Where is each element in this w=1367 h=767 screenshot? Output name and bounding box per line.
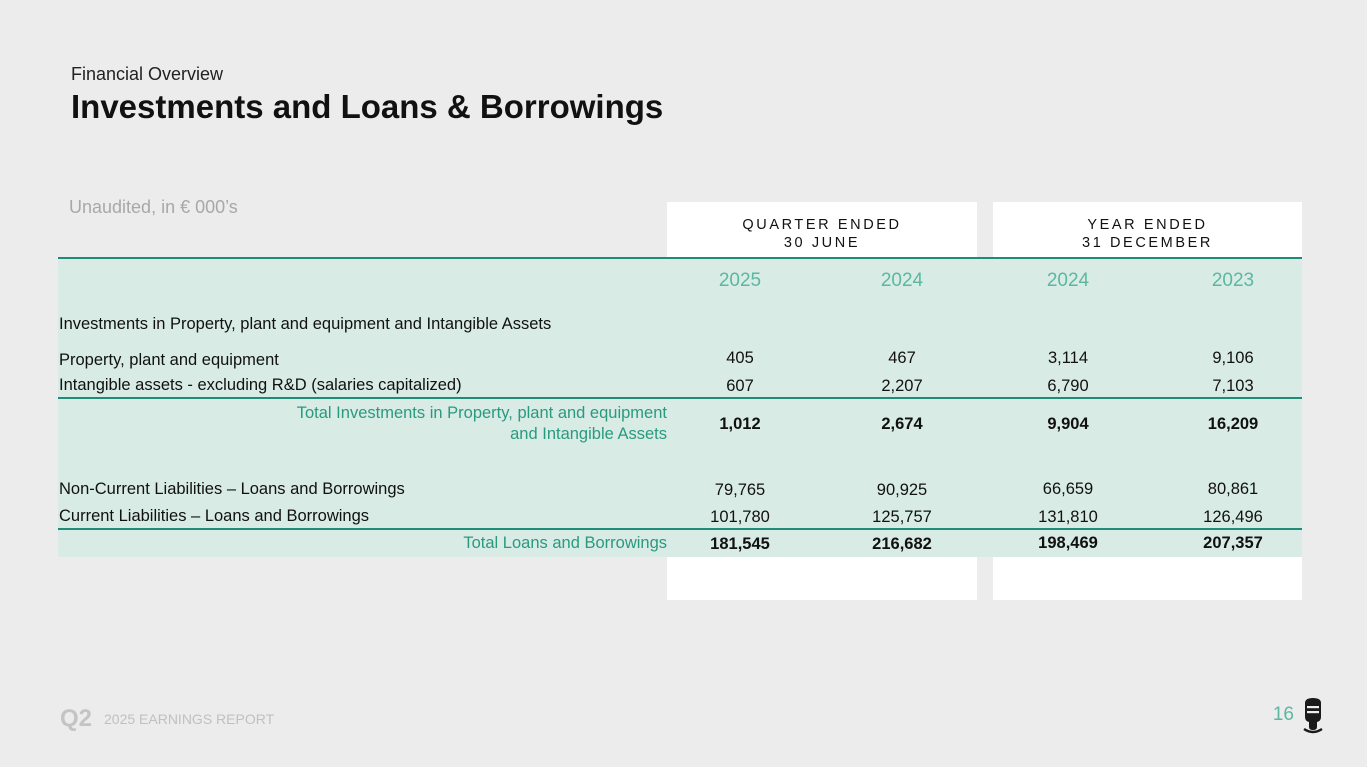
page-number: 16 [1272,704,1294,725]
table-cell: 467 [888,349,916,367]
footer-report-title: 2025 EARNINGS REPORT [104,711,275,727]
quarter-header-line1: QUARTER ENDED [742,217,902,233]
table-cell-total: 207,357 [1203,534,1263,552]
table-cell: 607 [726,377,754,395]
year-ended-header [993,216,1302,252]
table-cell: 3,114 [1047,349,1089,367]
year-header-line1: YEAR ENDED [1087,217,1208,233]
year-header-line2: 31 DECEMBER [1082,235,1213,251]
table-cell: 125,757 [872,508,932,526]
year-header-2024-y: 2024 [1046,270,1090,291]
year-header-2025: 2025 [718,270,762,291]
table-cell-total: 1,012 [719,415,761,433]
table-cell: 9,106 [1212,349,1254,367]
row-label-noncurrent-liabilities: Non-Current Liabilities – Loans and Borrowings [59,480,405,498]
table-cell: 126,496 [1203,508,1263,526]
table-cell-total: 198,469 [1038,534,1098,552]
table-cell: 79,765 [714,481,766,499]
table-cell-total: 16,209 [1207,415,1259,433]
table-cell: 131,810 [1038,508,1098,526]
table-cell: 66,659 [1042,480,1094,498]
total-investments-label-line2: and Intangible Assets [510,425,667,443]
total-investments-label-line1: Total Investments in Property, plant and equipment [296,404,667,422]
quarter-ended-header [667,216,977,252]
loans-total-rule [58,528,1302,530]
table-cell: 90,925 [876,481,928,499]
table-cell: 101,780 [710,508,770,526]
table-cell: 80,861 [1207,480,1259,498]
table-cell: 6,790 [1047,377,1089,395]
table-cell-total: 2,674 [881,415,923,433]
row-label-total-loans: Total Loans and Borrowings [463,534,667,552]
units-note: Unaudited, in € 000’s [69,197,238,217]
table-cell-total: 181,545 [710,535,770,553]
page-title: Investments and Loans & Borrowings [71,88,664,125]
table-cell: 2,207 [881,377,923,395]
quarter-header-line2: 30 JUNE [783,235,861,251]
table-cell-total: 216,682 [872,535,932,553]
row-label-current-liabilities: Current Liabilities – Loans and Borrowings [59,507,370,525]
row-label-ppe: Property, plant and equipment [59,351,279,369]
footer-quarter: Q2 [60,705,93,732]
table-top-rule [58,257,1302,259]
brand-logo-icon [1300,697,1326,735]
table-cell: 7,103 [1212,377,1254,395]
table-cell: 405 [726,349,754,367]
row-label-total-investments [200,403,667,445]
investments-total-rule [58,397,1302,399]
year-header-2023: 2023 [1211,270,1255,291]
page-subtitle: Financial Overview [71,64,224,84]
table-cell-total: 9,904 [1047,415,1089,433]
section-heading-investments: Investments in Property, plant and equipment and Intangible Assets [59,315,552,333]
year-header-2024-q: 2024 [880,270,924,291]
row-label-intangibles: Intangible assets - excluding R&D (salaries capitalized) [59,376,462,394]
